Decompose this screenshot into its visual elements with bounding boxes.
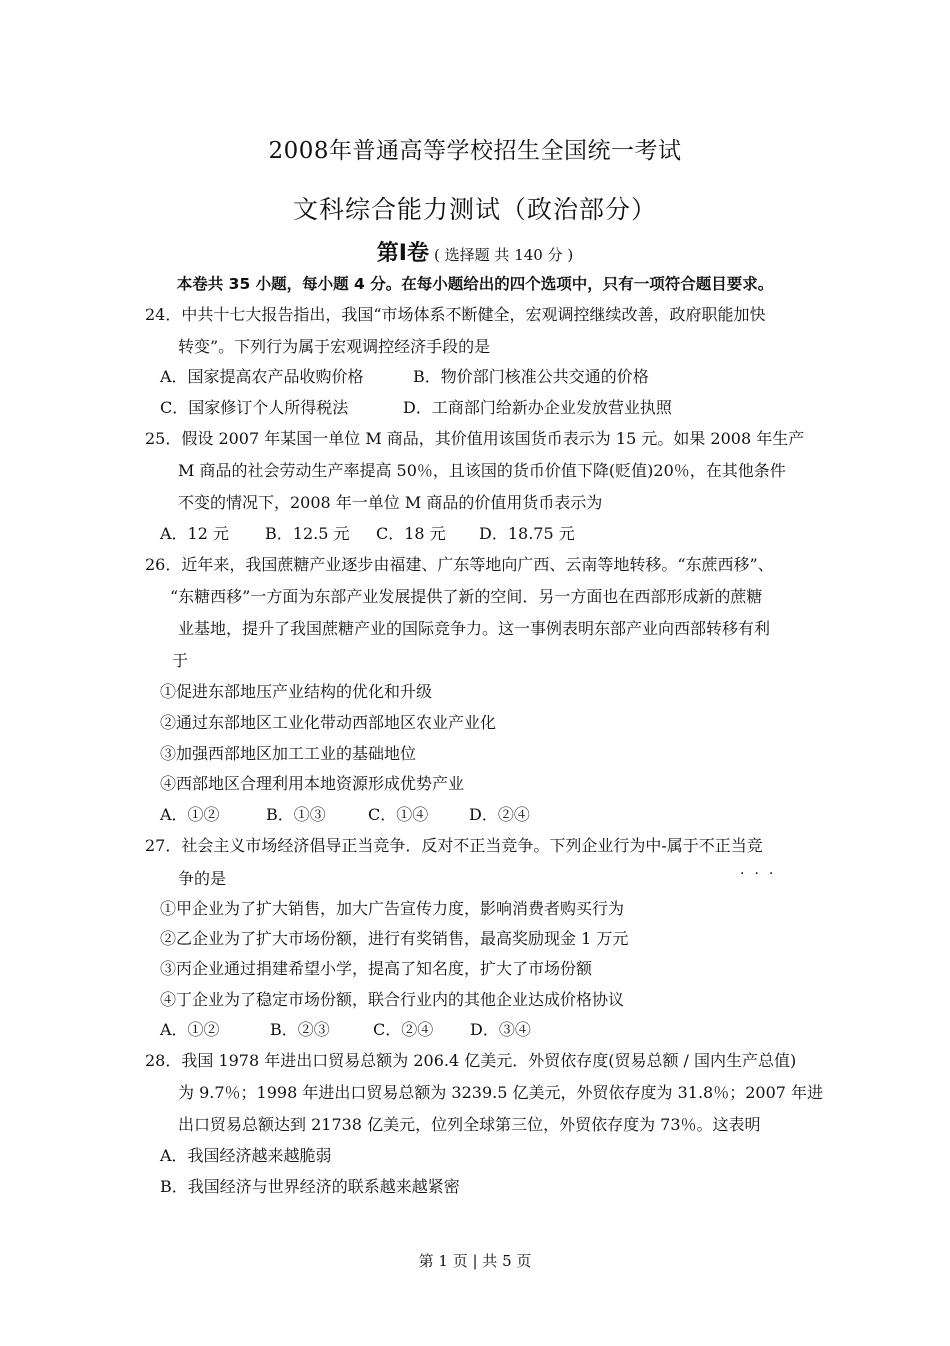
q25-line3: 不变的情况下，2008 年一单位 M 商品的价值用货币表示为 [178, 493, 603, 512]
section-main: 第Ⅰ卷 [376, 241, 429, 266]
q26-item-3: ③加强西部地区加工工业的基础地位 [160, 744, 417, 763]
q28-line3: 出口贸易总额达到 21738 亿美元，位列全球第三位，外贸依存度为 73％。这表明 [178, 1115, 761, 1134]
q25-option-a: A．12 元 [160, 524, 230, 543]
q24-option-b: B．物价部门核准公共交通的价格 [413, 367, 649, 386]
section-note: ( 选择题 共 140 分 ) [434, 246, 574, 264]
q27-item-1: ①甲企业为了扩大销售，加大广告宣传力度，影响消费者购买行为 [160, 899, 625, 918]
q27-item-4: ④丁企业为了稳定市场份额，联合行业内的其他企业达成价格协议 [160, 990, 625, 1009]
q24-line1: 24．中共十七大报告指出，我国“市场体系不断健全，宏观调控继续改善，政府职能加快 [145, 305, 766, 324]
emphasis-dots: ··· [740, 866, 784, 882]
q26-option-d: D．②④ [469, 805, 530, 824]
q27-option-b: B．②③ [270, 1020, 330, 1039]
q26-option-c: C．①④ [368, 805, 429, 824]
q25-line1: 25．假设 2007 年某国一单位 M 商品，其价值用该国货币表示为 15 元。如果 2008 年生产 [145, 429, 805, 448]
q26-option-a: A．①② [160, 805, 220, 824]
q24-option-c: C．国家修订个人所得税法 [160, 398, 349, 417]
q28-line2: 为 9.7％；1998 年进出口贸易总额为 3239.5 亿美元，外贸依存度为 31.8％；2007 年进 [178, 1083, 824, 1102]
q28-line1: 28．我国 1978 年进出口贸易总额为 206.4 亿美元．外贸依存度(贸易总额 / 国内生产总值) [145, 1051, 797, 1070]
q25-option-b: B．12.5 元 [265, 524, 350, 543]
instructions: 本卷共 35 小题，每小题 4 分。在每小题给出的四个选项中，只有一项符合题目要求。 [176, 275, 774, 293]
q26-item-2: ②通过东部地区工业化带动西部地区农业产业化 [160, 713, 497, 732]
q24-line2: 转变”。下列行为属于宏观调控经济手段的是 [178, 337, 491, 356]
q28-option-b: B．我国经济与世界经济的联系越来越紧密 [160, 1177, 460, 1196]
q26-item-4: ④西部地区合理利用本地资源形成优势产业 [160, 774, 465, 793]
q25-line2: M 商品的社会劳动生产率提高 50％，且该国的货币价值下降(贬值)20％，在其他条件 [178, 461, 786, 480]
q27-option-d: D．③④ [470, 1020, 531, 1039]
q27-line2: 争的是 [178, 869, 227, 888]
q25-option-c: C．18 元 [376, 524, 446, 543]
q26-line3: 业基地，提升了我国蔗糖产业的国际竞争力。这一事例表明东部产业向西部转移有利 [178, 619, 771, 638]
page-footer: 第 1 页 | 共 5 页 [418, 1252, 532, 1270]
q27-option-a: A．①② [160, 1020, 220, 1039]
exam-title: 2008年普通高等学校招生全国统一考试 [268, 138, 682, 164]
q25-option-d: D．18.75 元 [479, 524, 575, 543]
q28-option-a: A．我国经济越来越脆弱 [160, 1146, 332, 1165]
q24-option-d: D．工商部门给新办企业发放营业执照 [403, 398, 672, 417]
q27-option-c: C．②④ [373, 1020, 434, 1039]
q26-line2: “东糖西移”一方面为东部产业发展提供了新的空间．另一方面也在西部形成新的蔗糖 [170, 587, 763, 606]
q27-item-2: ②乙企业为了扩大市场份额，进行有奖销售，最高奖励现金 1 万元 [160, 929, 629, 948]
q27-line1: 27．社会主义市场经济倡导正当竞争．反对不正当竞争。下列企业行为中-属于不正当竞 [145, 836, 763, 855]
q26-line1: 26．近年来，我国蔗糖产业逐步由福建、广东等地向广西、云南等地转移。“东蔗西移”、 [145, 555, 774, 574]
q26-option-b: B．①③ [266, 805, 326, 824]
q26-item-1: ①促进东部地压产业结构的优化和升级 [160, 682, 433, 701]
q27-item-3: ③丙企业通过捐建希望小学，提高了知名度，扩大了市场份额 [160, 959, 593, 978]
section-heading [0, 236, 950, 267]
q24-option-a: A．国家提高农产品收购价格 [160, 367, 364, 386]
q26-line4: 于 [172, 651, 189, 670]
exam-subtitle: 文科综合能力测试（政治部分） [292, 195, 657, 224]
